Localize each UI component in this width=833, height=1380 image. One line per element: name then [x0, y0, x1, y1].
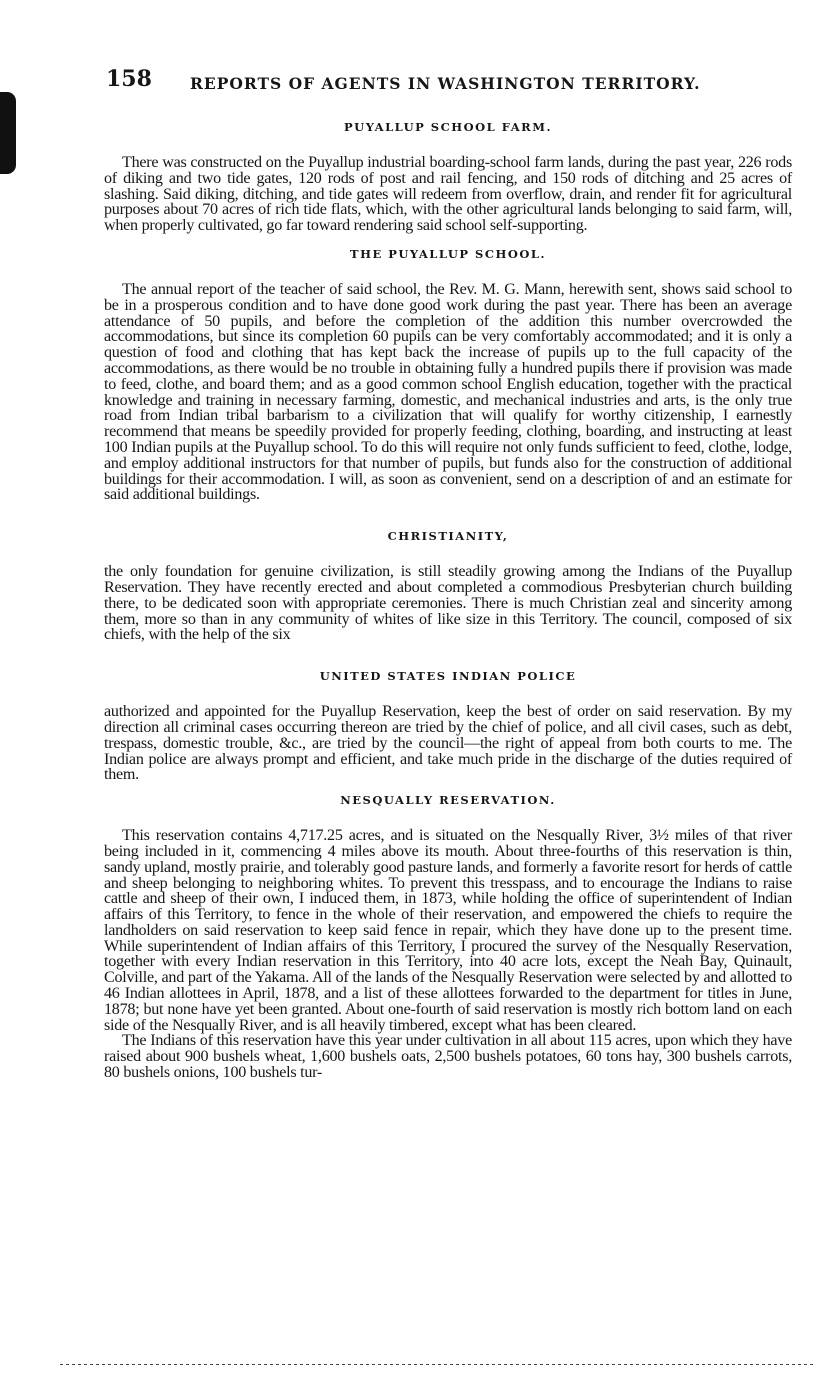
- paragraph-school-farm: There was constructed on the Puyallup industrial boarding-school farm lands, during the past year, 226 rods of diking and two tide gates, 120 rods of post and rail fencing, and 150 rods of ditching and 25 acres of slashing. Said diking, ditching, and tide gates will redeem from overflow, drain, and render fit for agricultural purposes about 70 acres of rich tide flats, which, with the other agricultural lands belonging to said farm, will, when properly cultivated, go far toward rendering said school self-supporting.: [104, 154, 792, 235]
- paragraph-puyallup-school: The annual report of the teacher of said school, the Rev. M. G. Mann, herewith sent, shows said school to be in a prosperous condition and to have done good work during the past year. There has been an average attendance of 50 pupils, and before the completion of the addition this number overcrowded the accommodations, but since its completion 60 pupils can be very comfortably accommodated; and it is only a question of food and clothing that has kept back the increase of pupils up to the full capacity of the accommodations, as there would be no trouble in obtaining fully a hundred pupils there if provision was made to feed, clothe, and board them; and as a good common school English education, together with the practical knowledge and training in necessary farming, domestic, and mechanical industries and arts, is the only true road from Indian tribal barbarism to a civilization that will qualify for worthy citizenship, I earnestly recommend that means be speedily provided for properly feeding, clothing, boarding, and instructing at least 100 Indian pupils at the Puyallup school. To do this will require not only funds sufficient to feed, clothe, lodge, and employ additional instructors for that number of pupils, but funds also for the construction of additional buildings for their accommodation. I will, as soon as convenient, send on a description of and an estimate for said additional buildings.: [104, 280, 792, 504]
- paragraph-nesqually-reservation: This reservation contains 4,717.25 acres, and is situated on the Nesqually River, 3½ miles of that river being included in it, commencing 4 miles above its mouth. About three-fourths of this reservation is thin, sandy upland, mostly prairie, and tolerably good pasture lands, and formerly a favorite resort for herds of cattle and sheep belonging to neighboring whites. To prevent this tresspass, and to encourage the Indians to raise cattle and sheep of their own, I induced them, in 1873, while holding the office of superintendent of Indian affairs of this Territory, to fence in the whole of their reservation, and empowered the chiefs to require the landholders on said reservation to keep said fence in repair, which they have done up to the present time. While superintendent of Indian affairs of this Territory, I procured the survey of the Nesqually Reservation, together with every Indian reservation in this Territory, into 40 acre lots, except the Neah Bay, Quinault, Colville, and part of the Yakama. All of the lands of the Nesqually Reservation were selected by and allotted to 46 Indian allottees in April, 1878, and a list of these allottees forwarded to the department for titles in June, 1878; but none have yet been granted. About one-fourth of said reservation is mostly rich bottom land on each side of the Nesqually River, and is all heavily timbered, except what has been cleared.: [104, 827, 792, 1034]
- section-heading-puyallup-school-farm: PUYALLUP SCHOOL FARM.: [344, 120, 552, 134]
- section-heading-nesqually-reservation: NESQUALLY RESERVATION.: [340, 793, 556, 808]
- binding-edge-mark: [0, 92, 16, 174]
- page-bottom-edge: [60, 1364, 813, 1365]
- paragraph-christianity: the only foundation for genuine civilization, is still steadily growing among the Indians of the Puyallup Reservation. They have recently erected and about completed a commodious Presbyterian church building there, to be dedicated soon with appropriate ceremonies. There is much Christian zeal and sincerity among them, more so than in any community of whites of like size in this Territory. The council, composed of six chiefs, with the help of the six: [104, 563, 792, 644]
- paragraph-nesqually-cultivation: The Indians of this reservation have this year under cultivation in all about 115 acres, upon which they have raised about 900 bushels wheat, 1,600 bushels oats, 2,500 bushels potatoes, 60 tons hay, 300 bushels carrots, 80 bushels onions, 100 bushels tur-: [104, 1032, 792, 1082]
- paragraph-indian-police: authorized and appointed for the Puyallup Reservation, keep the best of order on said reservation. By my direction all criminal cases occurring thereon are tried by the chief of police, and all civil cases, such as debt, trespass, domestic trouble, &c., are tried by the council—the right of appeal from both courts to me. The Indian police are always prompt and efficient, and take much pride in the discharge of the duties required of them.: [104, 703, 792, 784]
- page-header: [104, 66, 792, 104]
- running-title: REPORTS OF AGENTS IN WASHINGTON TERRITORY.: [190, 74, 701, 93]
- page-number: 158: [106, 66, 152, 92]
- section-heading-puyallup-school: THE PUYALLUP SCHOOL.: [350, 246, 546, 261]
- section-heading-christianity: CHRISTIANITY,: [387, 529, 509, 544]
- section-heading-indian-police: UNITED STATES INDIAN POLICE: [319, 669, 577, 684]
- document-page: [104, 66, 792, 1081]
